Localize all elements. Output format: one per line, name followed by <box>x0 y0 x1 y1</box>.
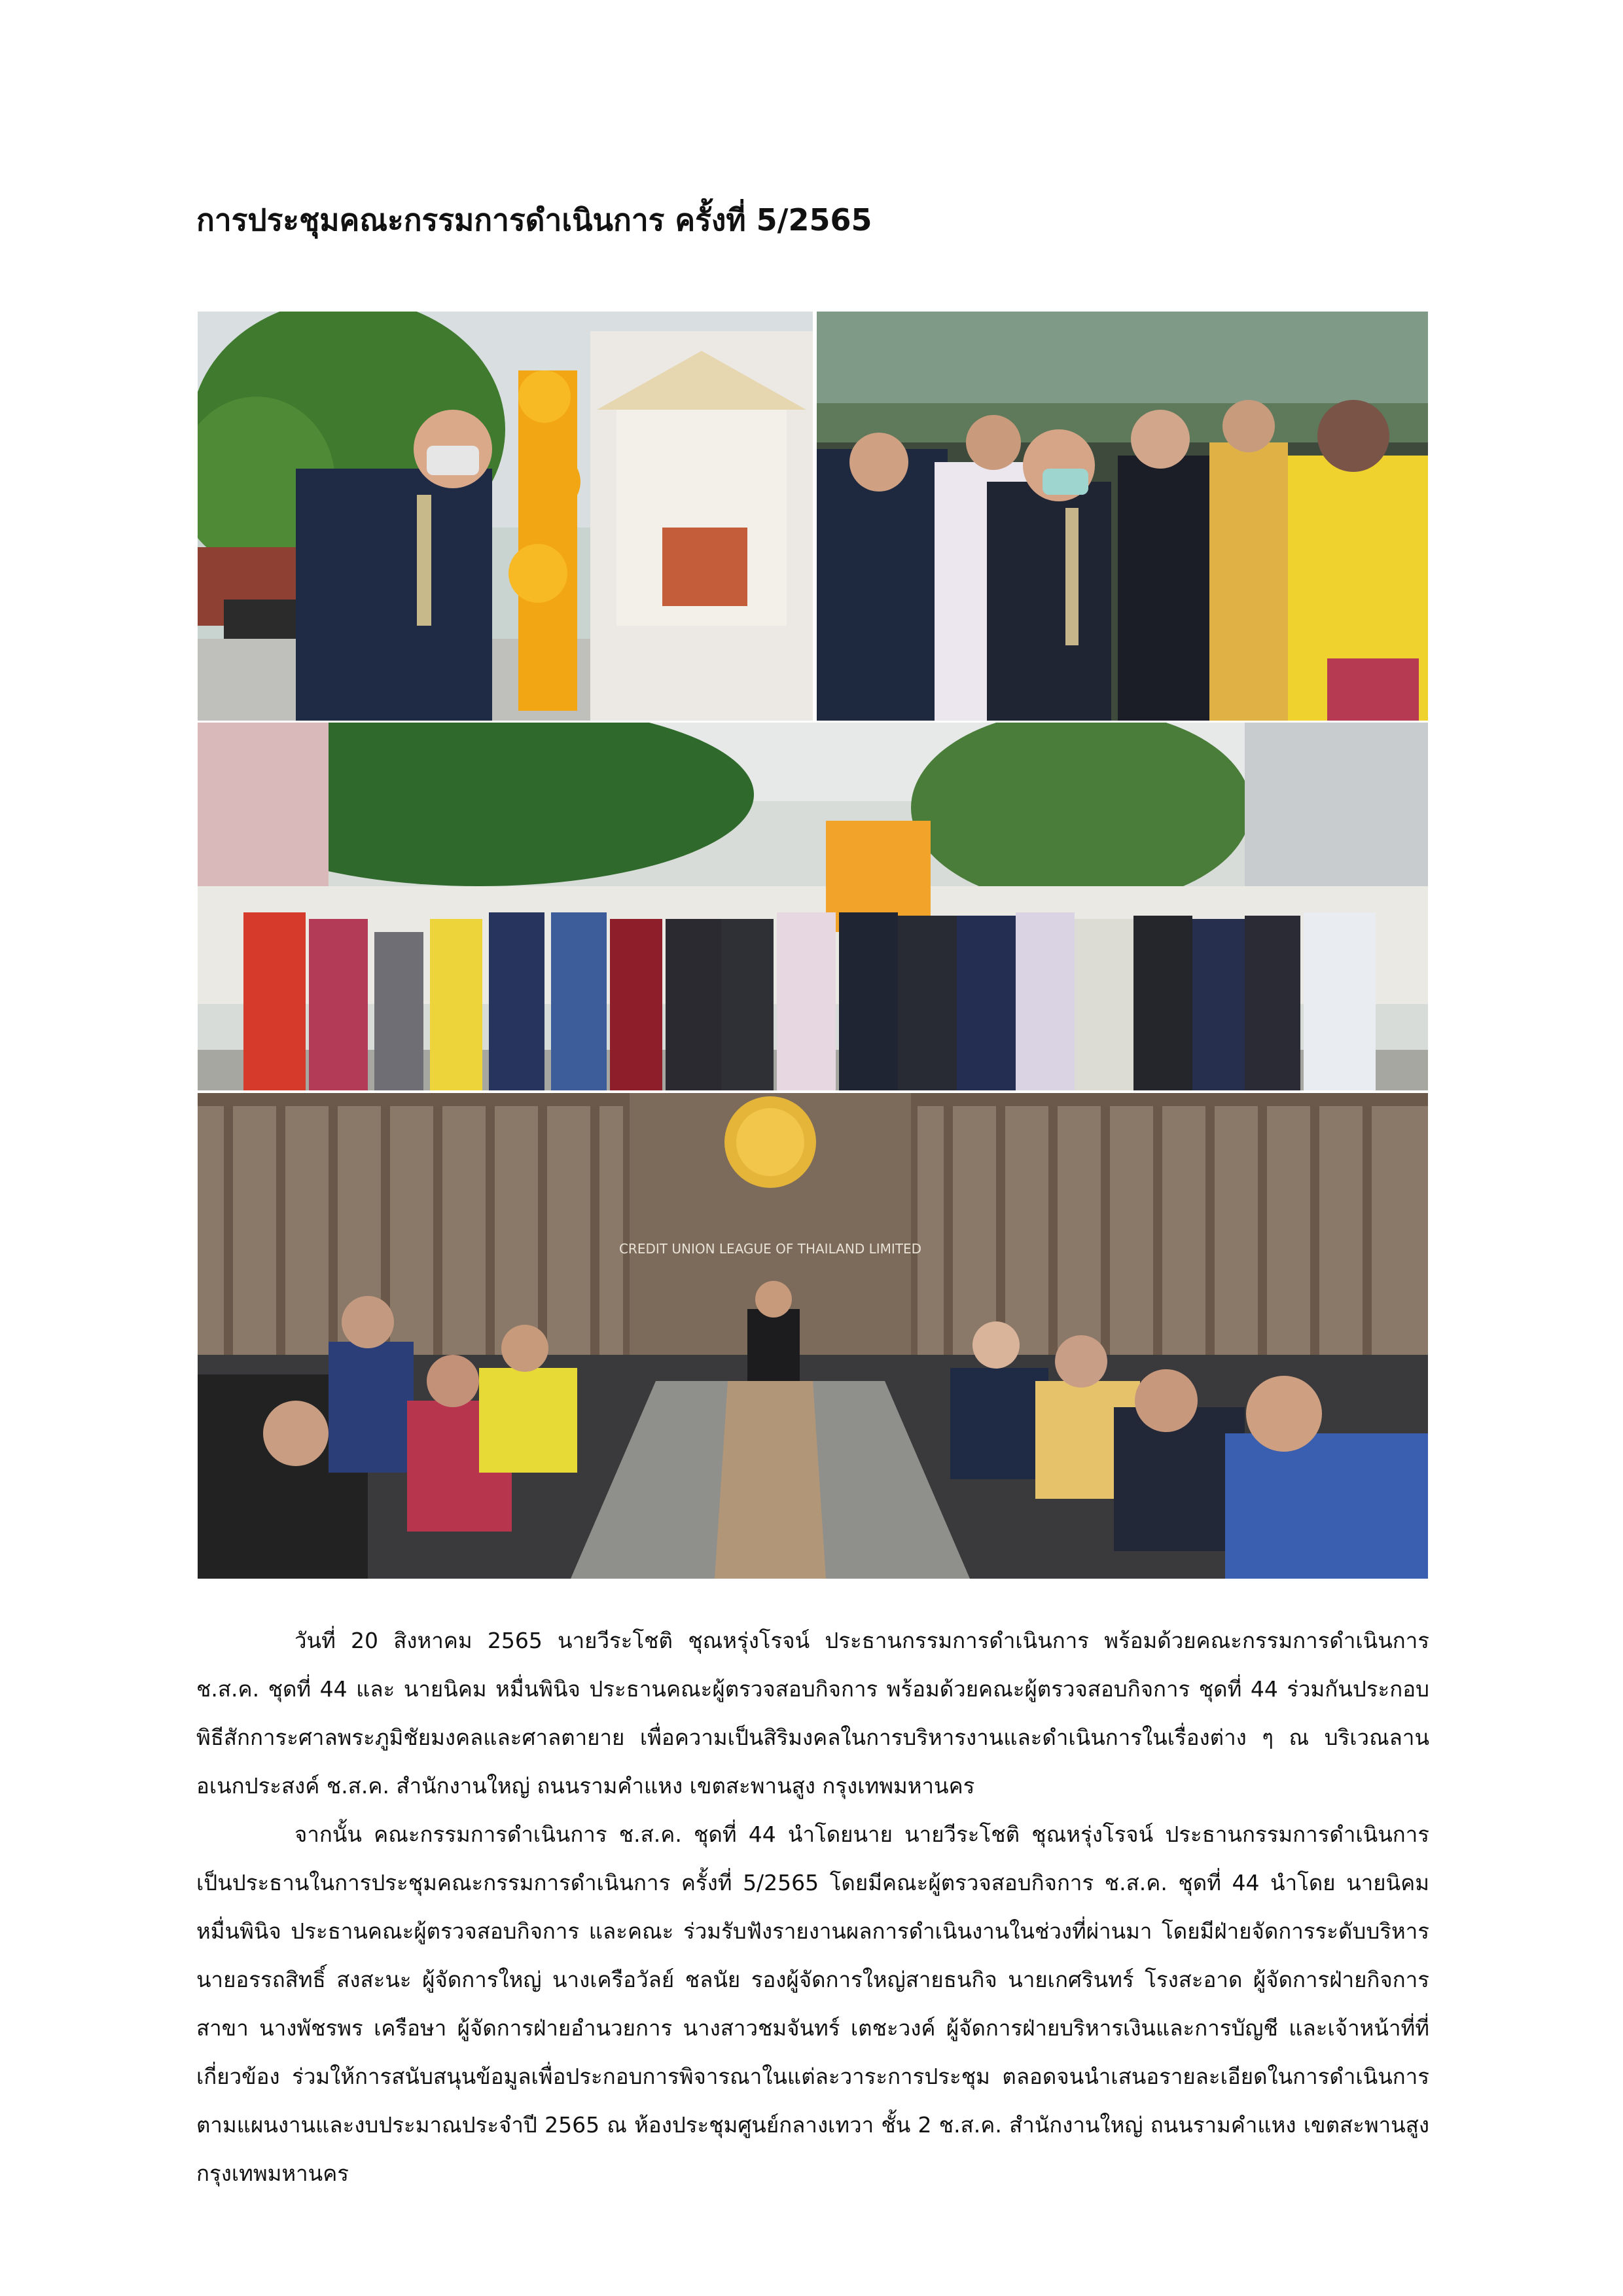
meeting-room-photo <box>198 1093 1428 1579</box>
credit-union-logo-text: CREDIT UNION LEAGUE OF THAILAND LIMITED <box>618 1241 922 1257</box>
group-praying-photo <box>817 312 1428 721</box>
shrine-offering-photo <box>198 312 813 721</box>
paragraph: วันที่ 20 สิงหาคม 2565 นายวีระโชติ ชุณหรุ่งโรจน์ ประธานกรรมการดำเนินการ พร้อมด้วยคณะกรรมการดำเนินการ ช.ส.ค. ชุดที่ 44 และ นายนิคม หมื่นพินิจ ประธานคณะผู้ตรวจสอบกิจการ พร้อมด้วยคณะผู้ตรวจสอบกิจการ ชุดที่ 44 ร่วมกันประกอบพิธีสักการะศาลพระภูมิชัยมงคลและศาลตายาย เพื่อความเป็นสิริมงคลในการบริหารงานและดำเนินการในเรื่องต่าง ๆ ณ บริเวณลานอเนกประสงค์ ช.ส.ค. สำนักงานใหญ่ ถนนรามคำแหง เขตสะพานสูง กรุงเทพมหานคร <box>196 1628 1429 1799</box>
article-body <box>196 1617 1429 2198</box>
page-title: การประชุมคณะกรรมการดำเนินการ ครั้งที่ 5/2565 <box>196 202 872 238</box>
paragraph: จากนั้น คณะกรรมการดำเนินการ ช.ส.ค. ชุดที่ 44 นำโดยนาย นายวีระโชติ ชุณหรุ่งโรจน์ ประธานกรรมการดำเนินการ เป็นประธานในการประชุมคณะกรรมการดำเนินการ ครั้งที่ 5/2565 โดยมีคณะผู้ตรวจสอบกิจการ ช.ส.ค. ชุดที่ 44 นำโดย นายนิคม หมื่นพินิจ ประธานคณะผู้ตรวจสอบกิจการ และคณะ ร่วมรับฟังรายงานผลการดำเนินงานในช่วงที่ผ่านมา โดยมีฝ่ายจัดการระดับบริหาร นายอรรถสิทธิ์ สงสะนะ ผู้จัดการใหญ่ นางเครือวัลย์ ชลนัย รองผู้จัดการใหญ่สายธนกิจ นายเกศรินทร์ โรงสะอาด ผู้จัดการฝ่ายกิจการสาขา นางพัชรพร เครือษา ผู้จัดการฝ่ายอำนวยการ นางสาวชมจันทร์ เตชะวงค์ ผู้จัดการฝ่ายบริหารเงินและการบัญชี และเจ้าหน้าที่ที่เกี่ยวข้อง ร่วมให้การสนับสนุนข้อมูลเพื่อประกอบการพิจารณาในแต่ละวาระการประชุม ตลอดจนนำเสนอรายละเอียดในการดำเนินการตามแผนงานและงบประมาณประจำปี 2565 ณ ห้องประชุมศูนย์กลางเทวา ชั้น 2 ช.ส.ค. สำนักงานใหญ่ ถนนรามคำแหง เขตสะพานสูง กรุงเทพมหานคร <box>196 1821 1429 2186</box>
group-standing-photo <box>198 723 1428 1090</box>
